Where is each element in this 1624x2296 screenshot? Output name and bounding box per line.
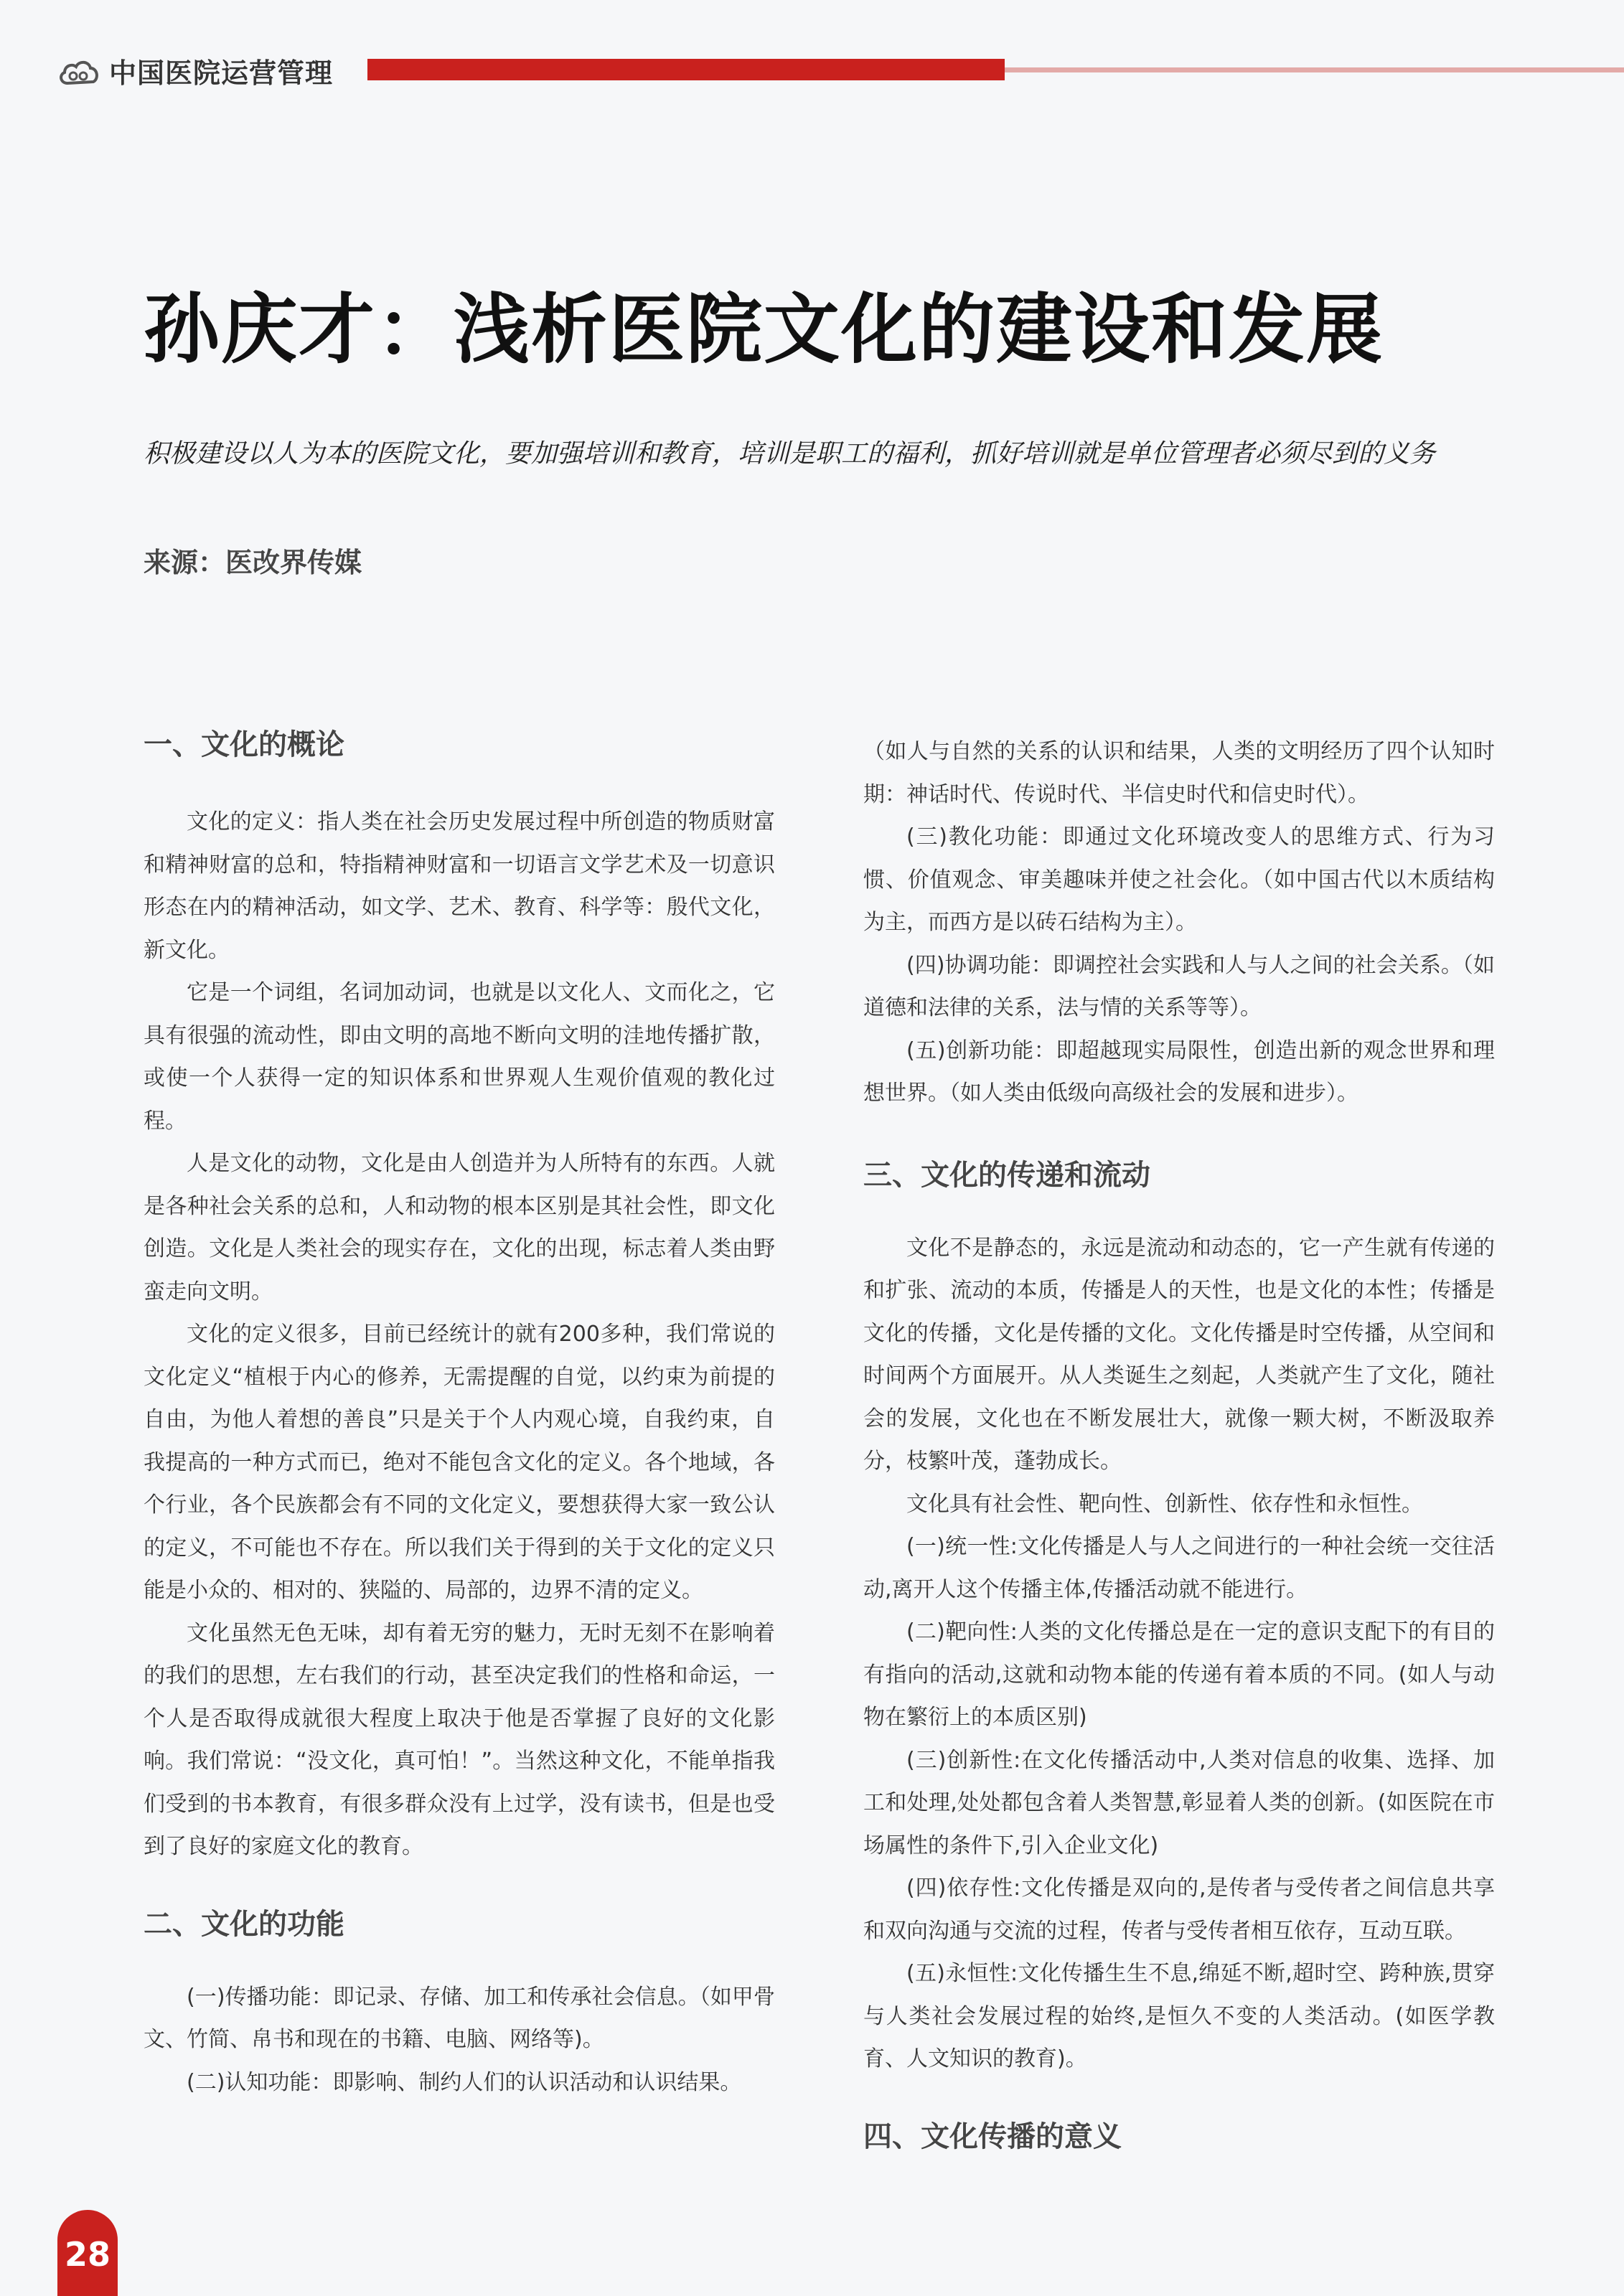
- paragraph: (一)传播功能：即记录、存储、加工和传承社会信息。（如甲骨文、竹简、帛书和现在的书籍、电脑、网络等)。: [144, 1984, 775, 2052]
- paragraph: (二)认知功能：即影响、制约人们的认识活动和认识结果。: [187, 2069, 742, 2095]
- paragraph: (五)永恒性:文化传播生生不息,绵延不断,超时空、跨种族,贯穿与人类社会发展过程的始终,是恒久不变的人类活动。(如医学教育、人文知识的教育)。: [863, 1961, 1495, 2071]
- right-column: [863, 730, 1495, 2157]
- article-subtitle: 积极建设以人为本的医院文化，要加强培训和教育，培训是职工的福利，抓好培训就是单位管理者必须尽到的义务: [144, 439, 1436, 469]
- paragraph: (一)统一性:文化传播是人与人之间进行的一种社会统一交往活动,离开人这个传播主体,传播活动就不能进行。: [863, 1534, 1495, 1602]
- paragraph: 文化具有社会性、靶向性、创新性、依存性和永恒性。: [906, 1491, 1423, 1517]
- left-column: [144, 725, 775, 2104]
- header-accent-bar: [367, 59, 1005, 80]
- paragraph: 文化的定义很多，目前已经统计的就有200多种，我们常说的文化定义“植根于内心的修养，无需提醒的自觉，以约束为前提的自由，为他人着想的善良”只是关于个人内观心境，自我约束，自我提高的一种方式而已，绝对不能包含文化的定义。各个地域，各个行业，各个民族都会有不同的文化定义，要想获得大家一致公认的定义，不可能也不存在。所以我们关于得到的关于文化的定义只能是小众的、相对的、狭隘的、局部的，边界不清的定义。: [144, 1322, 775, 1603]
- section-heading: 二、文化的功能: [144, 1907, 344, 1941]
- paragraph: (四)依存性:文化传播是双向的,是传者与受传者之间信息共享和双向沟通与交流的过程，传者与受传者相互依存，互动互联。: [863, 1876, 1495, 1944]
- paragraph: （如人与自然的关系的认识和结果，人类的文明经历了四个认知时期：神话时代、传说时代、半信史时代和信史时代）。: [863, 739, 1495, 807]
- paragraph: (二)靶向性:人类的文化传播总是在一定的意识支配下的有目的有指向的活动,这就和动物本能的传递有着本质的不同。(如人与动物在繁衍上的本质区别): [863, 1619, 1495, 1730]
- page-number: 28: [57, 2210, 118, 2296]
- paragraph: (三)教化功能：即通过文化环境改变人的思维方式、行为习惯、价值观念、审美趣味并使之社会化。（如中国古代以木质结构为主，而西方是以砖石结构为主）。: [863, 824, 1495, 935]
- paragraph: 人是文化的动物，文化是由人创造并为人所特有的东西。人就是各种社会关系的总和，人和动物的根本区别是其社会性，即文化创造。文化是人类社会的现实存在，文化的出现，标志着人类由野蛮走向文明。: [144, 1151, 775, 1304]
- section-heading: 四、文化传播的意义: [863, 2119, 1122, 2153]
- brand-name: 中国医院运营管理: [109, 57, 334, 89]
- paragraph: (四)协调功能：即调控社会实践和人与人之间的社会关系。（如道德和法律的关系，法与情的关系等等）。: [863, 952, 1495, 1020]
- paragraph: 文化不是静态的，永远是流动和动态的，它一产生就有传递的和扩张、流动的本质，传播是人的天性，也是文化的本性；传播是文化的传播，文化是传播的文化。文化传播是时空传播，从空间和时间两个方面展开。从人类诞生之刻起，人类就产生了文化，随社会的发展，文化也在不断发展壮大，就像一颗大树，不断汲取养分，枝繁叶茂，蓬勃成长。: [863, 1235, 1495, 1474]
- paragraph: 它是一个词组，名词加动词，也就是以文化人、文而化之，它具有很强的流动性，即由文明的高地不断向文明的洼地传播扩散，或使一个人获得一定的知识体系和世界观人生观价值观的教化过程。: [144, 980, 775, 1134]
- page-header: [57, 52, 1624, 95]
- section-heading: 三、文化的传递和流动: [863, 1158, 1150, 1192]
- article-title: 孙庆才：浅析医院文化的建设和发展: [144, 286, 1384, 374]
- paragraph: 文化的定义：指人类在社会历史发展过程中所创造的物质财富和精神财富的总和，特指精神财富和一切语言文学艺术及一切意识形态在内的精神活动，如文学、艺术、教育、科学等：殷代文化，新文化。: [144, 809, 775, 963]
- paragraph: (五)创新功能：即超越现实局限性，创造出新的观念世界和理想世界。（如人类由低级向高级社会的发展和进步）。: [863, 1038, 1495, 1106]
- header-divider-line: [1005, 67, 1624, 72]
- cloud-logo-icon: [57, 57, 100, 89]
- paragraph: 文化虽然无色无味，却有着无穷的魅力，无时无刻不在影响着的我们的思想，左右我们的行动，甚至决定我们的性格和命运，一个人是否取得成就很大程度上取决于他是否掌握了良好的文化影响。我们常说：“没文化，真可怕！”。当然这种文化，不能单指我们受到的书本教育，有很多群众没有上过学，没有读书，但是也受到了良好的家庭文化的教育。: [144, 1620, 775, 1859]
- paragraph: (三)创新性:在文化传播活动中,人类对信息的收集、选择、加工和处理,处处都包含着人类智慧,彰显着人类的创新。(如医院在市场属性的条件下,引入企业文化): [863, 1747, 1495, 1858]
- section-heading: 一、文化的概论: [144, 728, 344, 761]
- article-source: 来源：医改界传媒: [144, 547, 362, 578]
